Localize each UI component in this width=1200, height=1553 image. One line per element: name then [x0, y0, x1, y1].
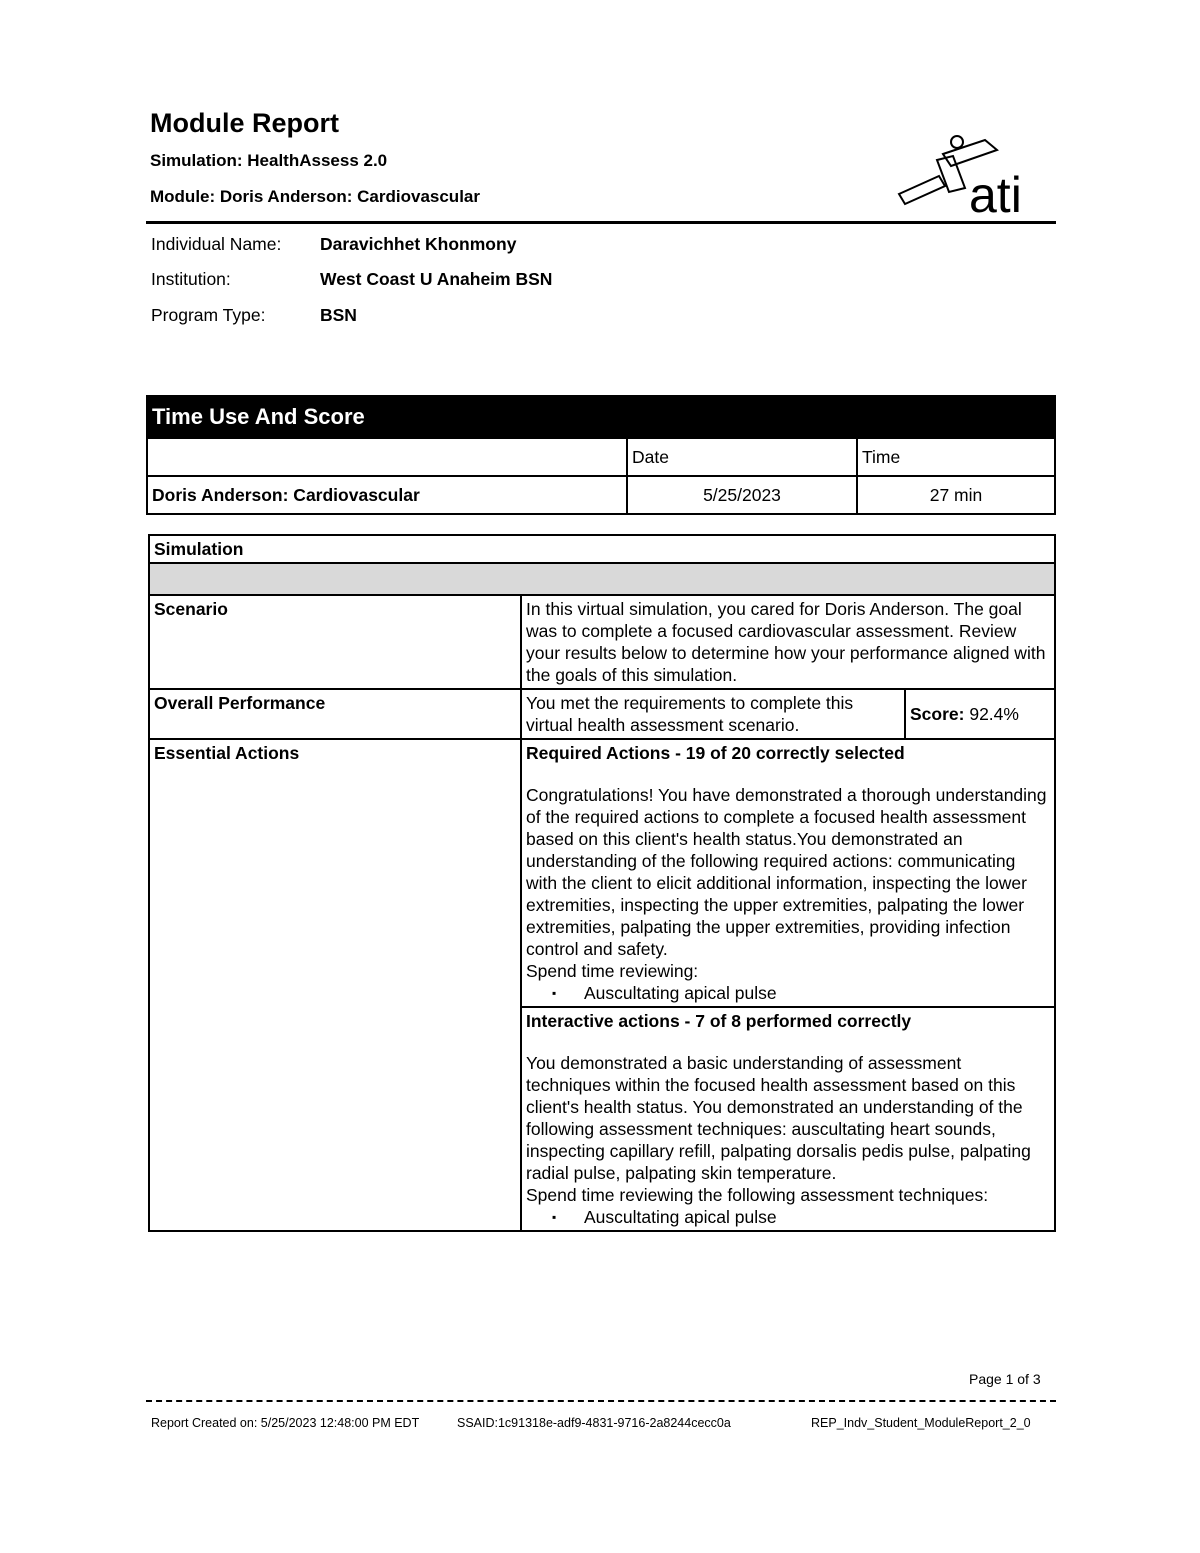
- simulation-heading: Simulation: [149, 535, 1055, 563]
- page-title: Module Report: [150, 108, 339, 138]
- simulation-table: [148, 534, 1056, 1232]
- required-review-label: Spend time reviewing:: [526, 961, 699, 981]
- report-created: Report Created on: 5/25/2023 12:48:00 PM EDT: [151, 1416, 420, 1430]
- name-label: Individual Name:: [151, 234, 282, 254]
- module-name-cell: Doris Anderson: Cardiovascular: [147, 476, 627, 514]
- date-column-header: Date: [627, 438, 857, 476]
- name-value: Daravichhet Khonmony: [320, 234, 517, 254]
- program-value: BSN: [320, 305, 357, 325]
- ssaid: SSAID:1c91318e-adf9-4831-9716-2a8244cecc0a: [457, 1416, 731, 1430]
- required-actions-cell: [521, 739, 1055, 1007]
- institution-label: Institution:: [151, 269, 231, 289]
- institution-value: West Coast U Anaheim BSN: [320, 269, 553, 289]
- logo-text: ati: [969, 167, 1022, 217]
- footer-divider: [146, 1400, 1056, 1402]
- simulation-line: Simulation: HealthAssess 2.0: [150, 151, 388, 170]
- scenario-text: In this virtual simulation, you cared for Doris Anderson. The goal was to complete a focused cardiovascular assessment. Review your results below to determine how your performance aligned with the goals of this simulation.: [521, 595, 1055, 689]
- overall-performance-label: Overall Performance: [149, 689, 521, 739]
- module-line: Module: Doris Anderson: Cardiovascular: [150, 187, 480, 206]
- time-use-empty-header: [147, 438, 627, 476]
- interactive-actions-cell: [521, 1007, 1055, 1231]
- time-use-table: [146, 395, 1056, 515]
- page-number: Page 1 of 3: [969, 1371, 1041, 1387]
- time-use-heading: Time Use And Score: [147, 396, 1055, 438]
- overall-performance-text: You met the requirements to complete this virtual health assessment scenario.: [521, 689, 905, 739]
- interactive-review-list: [526, 1206, 1050, 1228]
- scenario-label: Scenario: [149, 595, 521, 689]
- time-cell: 27 min: [857, 476, 1055, 514]
- required-actions-title: Required Actions - 19 of 20 correctly selected: [526, 743, 905, 763]
- essential-actions-label: Essential Actions: [149, 739, 521, 1231]
- list-item: ▪ Auscultating apical pulse: [552, 982, 1050, 1004]
- list-item: ▪ Auscultating apical pulse: [552, 1206, 1050, 1228]
- score-cell: [905, 689, 1055, 739]
- header-divider: [146, 221, 1056, 224]
- program-label: Program Type:: [151, 305, 266, 325]
- date-cell: 5/25/2023: [627, 476, 857, 514]
- simulation-gray-band: [149, 563, 1055, 595]
- interactive-actions-title: Interactive actions - 7 of 8 performed correctly: [526, 1011, 912, 1031]
- score-value: 92.4%: [969, 704, 1019, 724]
- ati-logo: [893, 132, 1043, 217]
- required-review-list: [526, 982, 1050, 1004]
- interactive-review-label: Spend time reviewing the following assessment techniques:: [526, 1185, 989, 1205]
- report-id: REP_Indv_Student_ModuleReport_2_0: [811, 1416, 1031, 1430]
- time-column-header: Time: [857, 438, 1055, 476]
- score-label: Score:: [910, 704, 965, 724]
- interactive-actions-text: You demonstrated a basic understanding of assessment techniques within the focused health assessment based on this client's health status. You demonstrated an understanding of the following assessment techniques: auscultating heart sounds, inspecting capillary refill, palpating dorsalis pedis pulse, palpating radial pulse, palpating skin temperature.: [526, 1053, 1031, 1183]
- required-actions-text: Congratulations! You have demonstrated a thorough understanding of the required actions to complete a focused health assessment based on this client's health status.You demonstrated an understanding of the following required actions: communicating with the client to elicit additional information, inspecting the lower extremities, inspecting the upper extremities, palpating the lower extremities, palpating the upper extremities, providing infection control and safety.: [526, 785, 1047, 959]
